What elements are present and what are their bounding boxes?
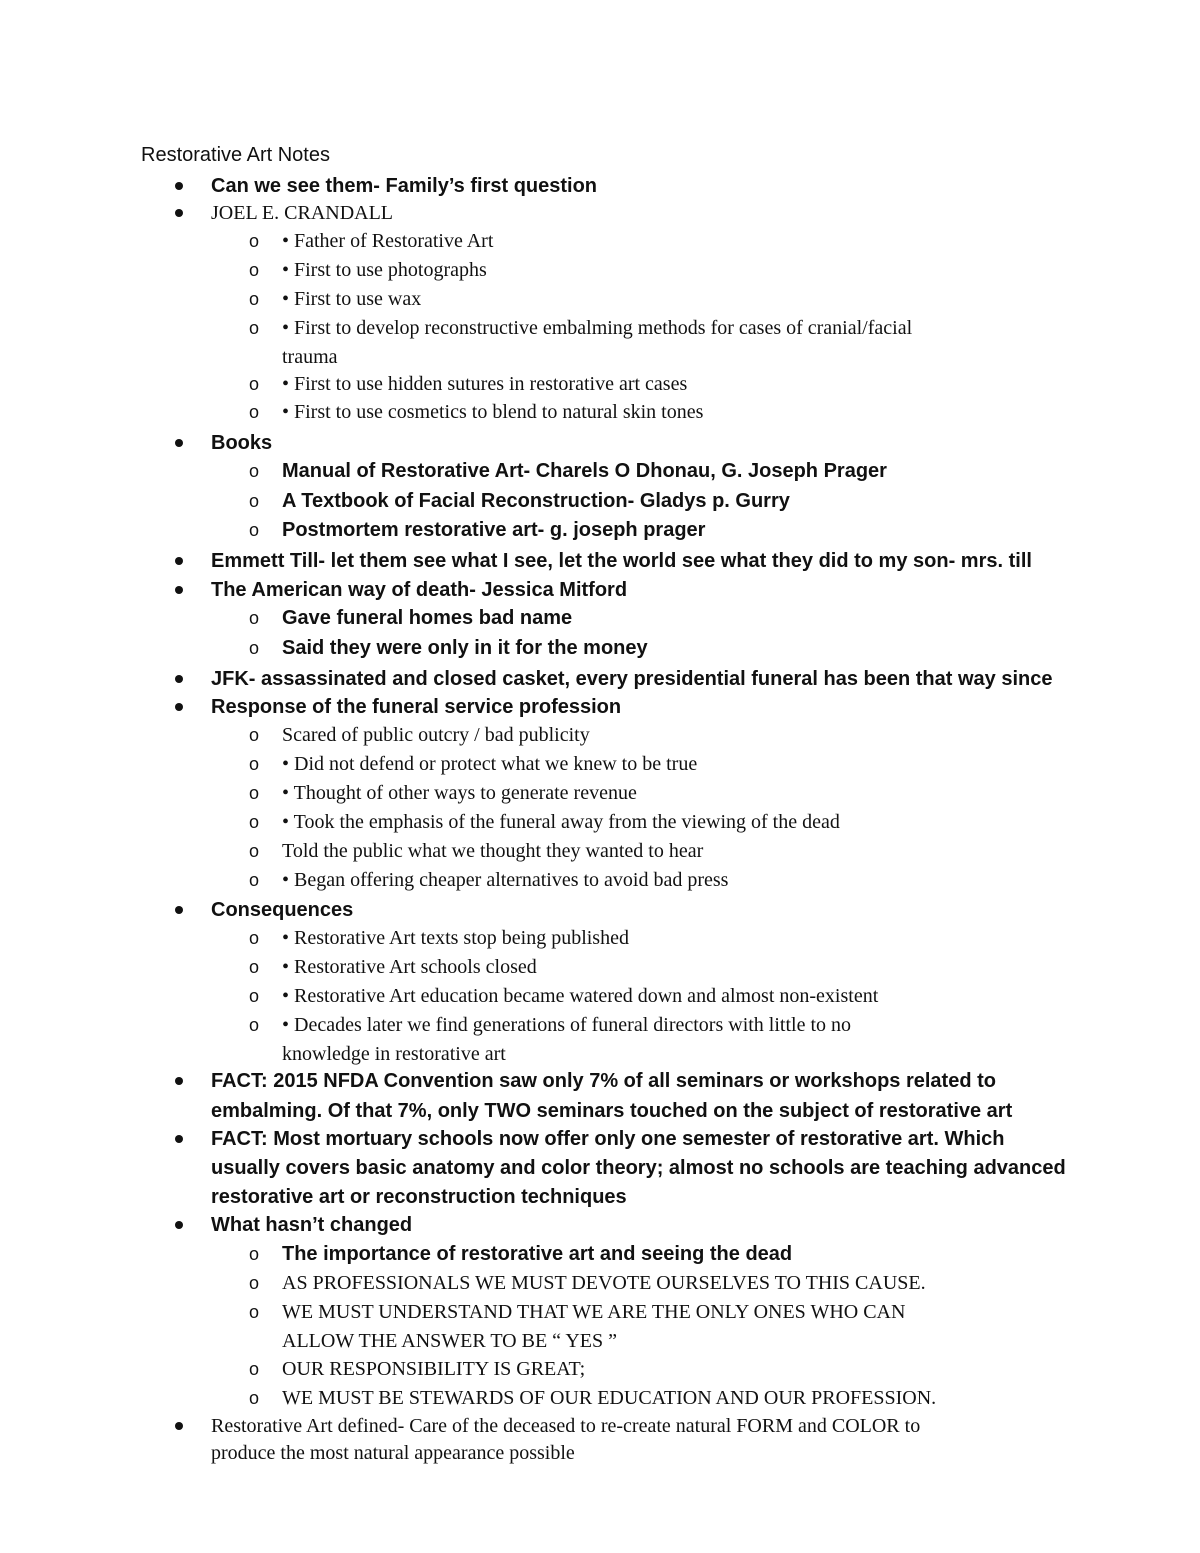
notes-line: Consequences — [211, 899, 354, 921]
notes-line: Books — [211, 432, 273, 454]
notes-line: Gave funeral homes bad name — [282, 607, 573, 629]
notes-line: Told the public what we thought they wanted to hear — [282, 840, 704, 862]
bullet-dot — [175, 1221, 183, 1229]
notes-line: Said they were only in it for the money — [282, 637, 648, 659]
notes-line: knowledge in restorative art — [282, 1043, 506, 1065]
bullet-circle: o — [249, 870, 260, 890]
bullet-circle: o — [249, 986, 260, 1006]
notes-line: • Father of Restorative Art — [282, 230, 494, 252]
notes-line: • Decades later we find generations of funeral directors with little to no — [282, 1014, 852, 1036]
notes-line: Can we see them- Family’s first question — [211, 175, 598, 197]
notes-line: • Restorative Art texts stop being published — [282, 927, 629, 949]
bullet-circle: o — [249, 812, 260, 832]
notes-line: Manual of Restorative Art- Charels O Dhonau, G. Joseph Prager — [282, 460, 887, 482]
bullet-dot — [175, 906, 183, 914]
notes-line: • First to use photographs — [282, 259, 487, 281]
bullet-circle: o — [249, 374, 260, 394]
notes-line: Postmortem restorative art- g. joseph prager — [282, 519, 706, 541]
bullet-circle: o — [249, 928, 260, 948]
bullet-circle: o — [249, 231, 260, 251]
notes-line: The American way of death- Jessica Mitford — [211, 579, 628, 601]
bullet-circle: o — [249, 638, 260, 658]
notes-line: usually covers basic anatomy and color theory; almost no schools are teaching advanced — [211, 1157, 1066, 1179]
bullet-circle: o — [249, 783, 260, 803]
notes-line: • Began offering cheaper alternatives to avoid bad press — [282, 869, 729, 891]
bullet-dot — [175, 557, 183, 565]
notes-line: embalming. Of that 7%, only TWO seminars touched on the subject of restorative art — [211, 1100, 1013, 1122]
notes-line: • First to use cosmetics to blend to natural skin tones — [282, 401, 704, 423]
notes-line: • First to develop reconstructive embalming methods for cases of cranial/facial — [282, 317, 913, 339]
bullet-circle: o — [249, 1388, 260, 1408]
notes-line: JOEL E. CRANDALL — [211, 202, 394, 224]
notes-line: • Did not defend or protect what we knew to be true — [282, 753, 698, 775]
notes-line: What hasn’t changed — [211, 1214, 413, 1236]
bullet-circle: o — [249, 1302, 260, 1322]
bullet-circle: o — [249, 1015, 260, 1035]
notes-line: • Restorative Art education became watered down and almost non-existent — [282, 985, 879, 1007]
notes-line: produce the most natural appearance possible — [211, 1442, 575, 1464]
notes-line: FACT: 2015 NFDA Convention saw only 7% of all seminars or workshops related to — [211, 1070, 996, 1092]
bullet-circle: o — [249, 1359, 260, 1379]
notes-line: • First to use wax — [282, 288, 422, 310]
bullet-dot — [175, 1422, 183, 1430]
page-title: Restorative Art Notes — [141, 144, 330, 166]
notes-line: restorative art or reconstruction techniques — [211, 1186, 627, 1208]
bullet-dot — [175, 182, 183, 190]
notes-line: • Thought of other ways to generate revenue — [282, 782, 637, 804]
notes-line: WE MUST BE STEWARDS OF OUR EDUCATION AND OUR PROFESSION. — [282, 1387, 937, 1409]
bullet-dot — [175, 675, 183, 683]
bullet-circle: o — [249, 402, 260, 422]
notes-line: Response of the funeral service profession — [211, 696, 622, 718]
bullet-circle: o — [249, 491, 260, 511]
bullet-dot — [175, 586, 183, 594]
bullet-circle: o — [249, 1273, 260, 1293]
notes-line: Emmett Till- let them see what I see, let the world see what they did to my son- mrs. till — [211, 550, 1032, 572]
notes-line: Restorative Art defined- Care of the deceased to re-create natural FORM and COLOR to — [211, 1415, 921, 1437]
bullet-circle: o — [249, 754, 260, 774]
notes-line: FACT: Most mortuary schools now offer only one semester of restorative art. Which — [211, 1128, 1005, 1150]
notes-line: trauma — [282, 346, 338, 368]
bullet-dot — [175, 1135, 183, 1143]
notes-line: • First to use hidden sutures in restorative art cases — [282, 373, 688, 395]
notes-line: OUR RESPONSIBILITY IS GREAT; — [282, 1358, 586, 1380]
bullet-circle: o — [249, 289, 260, 309]
notes-line: The importance of restorative art and seeing the dead — [282, 1243, 793, 1265]
bullet-circle: o — [249, 1244, 260, 1264]
bullet-circle: o — [249, 318, 260, 338]
notes-line: AS PROFESSIONALS WE MUST DEVOTE OURSELVES TO THIS CAUSE. — [282, 1272, 926, 1294]
notes-line: ALLOW THE ANSWER TO BE “ YES ” — [282, 1330, 617, 1352]
notes-line: • Restorative Art schools closed — [282, 956, 537, 978]
bullet-dot — [175, 703, 183, 711]
bullet-circle: o — [249, 461, 260, 481]
notes-line: WE MUST UNDERSTAND THAT WE ARE THE ONLY ONES WHO CAN — [282, 1301, 906, 1323]
bullet-dot — [175, 439, 183, 447]
bullet-circle: o — [249, 841, 260, 861]
bullet-circle: o — [249, 260, 260, 280]
notes-line: A Textbook of Facial Reconstruction- Gladys p. Gurry — [282, 490, 790, 512]
notes-line: JFK- assassinated and closed casket, every presidential funeral has been that way since — [211, 668, 1053, 690]
bullet-dot — [175, 1077, 183, 1085]
bullet-circle: o — [249, 725, 260, 745]
bullet-circle: o — [249, 608, 260, 628]
notes-line: • Took the emphasis of the funeral away from the viewing of the dead — [282, 811, 840, 833]
bullet-circle: o — [249, 957, 260, 977]
bullet-dot — [175, 209, 183, 217]
notes-line: Scared of public outcry / bad publicity — [282, 724, 590, 746]
bullet-circle: o — [249, 520, 260, 540]
